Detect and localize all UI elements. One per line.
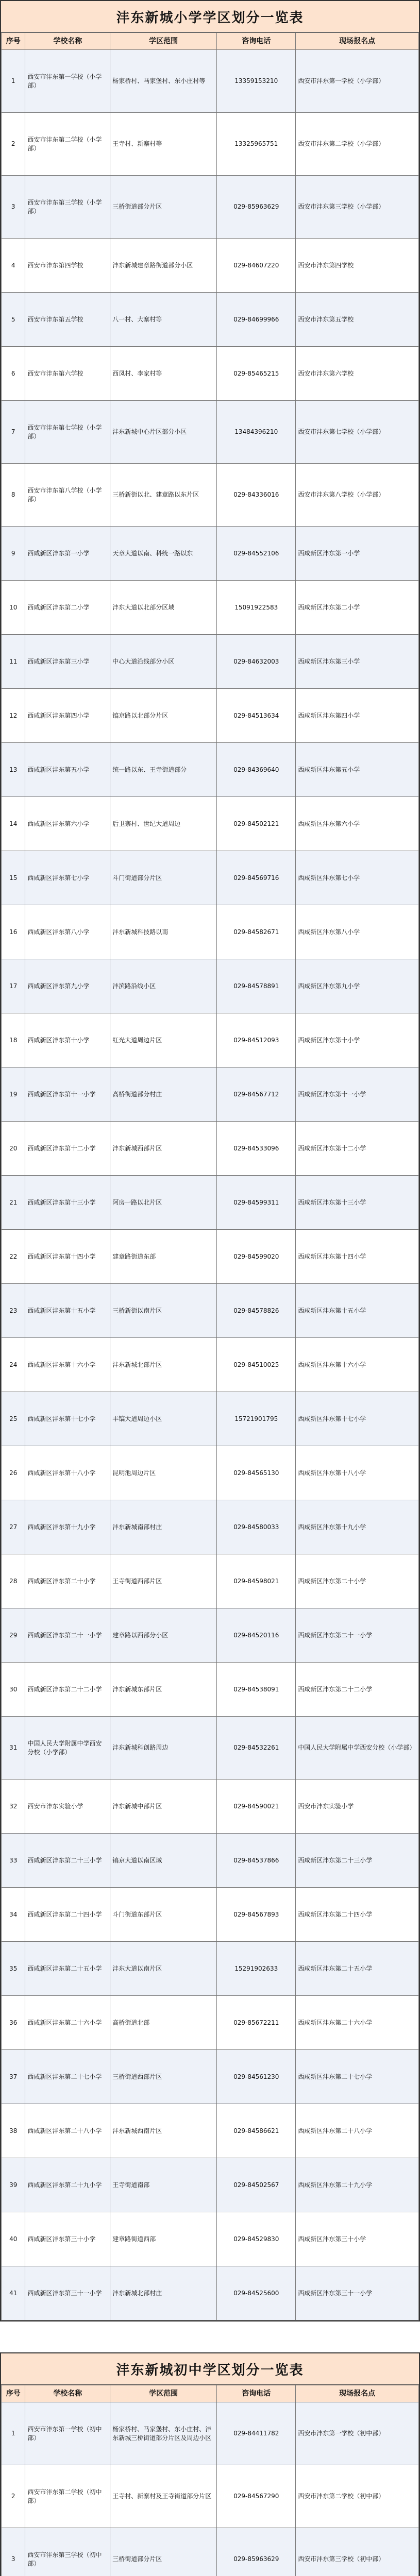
- cell-no: 13: [2, 743, 25, 797]
- cell-school-name: 西咸新区沣东第二小学: [25, 581, 110, 635]
- cell-phone: 029-84502567: [217, 2158, 296, 2212]
- cell-phone: 029-84532261: [217, 1717, 296, 1780]
- table-row: [2, 1230, 419, 1284]
- cell-no: 21: [2, 1176, 25, 1230]
- cell-scope: 杨家桥村、马家堡村、东小庄村等: [110, 50, 217, 113]
- cell-scope: 高桥街道北部: [110, 1996, 217, 2050]
- cell-site: 西安市沣东第六学校: [296, 347, 419, 401]
- cell-phone: 029-84336016: [217, 464, 296, 527]
- cell-scope: 沣东新城中部片区: [110, 1780, 217, 1834]
- cell-school-name: 西安市沣东第二学校（初中部）: [25, 2465, 110, 2528]
- cell-phone: 029-84552106: [217, 527, 296, 581]
- cell-no: 17: [2, 959, 25, 1013]
- cell-no: 18: [2, 1013, 25, 1067]
- cell-phone: 029-84513634: [217, 689, 296, 743]
- cell-school-name: 西咸新区沣东第二十小学: [25, 1554, 110, 1608]
- cell-scope: 丰镐大道周边小区: [110, 1392, 217, 1446]
- cell-phone: 029-84502121: [217, 797, 296, 851]
- cell-scope: 统一路以东、王寺街道部分: [110, 743, 217, 797]
- cell-no: 23: [2, 1284, 25, 1338]
- cell-phone: 029-84607220: [217, 239, 296, 293]
- cell-no: 29: [2, 1608, 25, 1663]
- cell-site: 西咸新区沣东第六小学: [296, 797, 419, 851]
- table-row: [2, 2212, 419, 2266]
- table-row: [2, 1176, 419, 1230]
- cell-scope: 红光大道周边片区: [110, 1013, 217, 1067]
- cell-scope: 王寺村、新寨村等: [110, 113, 217, 176]
- cell-site: 西安市沣东第二学校（初中部）: [296, 2465, 419, 2528]
- cell-site: 西咸新区沣东第二十二小学: [296, 1663, 419, 1717]
- cell-site: 西咸新区沣东第八小学: [296, 905, 419, 959]
- cell-phone: 029-84586621: [217, 2104, 296, 2158]
- header-school-name: 学校名称: [25, 33, 110, 50]
- cell-phone: 029-84599020: [217, 1230, 296, 1284]
- cell-no: 2: [2, 2465, 25, 2528]
- table-row: [2, 2050, 419, 2104]
- cell-site: 西安市沣东第七学校（小学部）: [296, 401, 419, 464]
- table-row: [2, 2402, 419, 2465]
- cell-school-name: 西咸新区沣东第十九小学: [25, 1500, 110, 1554]
- table-row: [2, 689, 419, 743]
- cell-no: 28: [2, 1554, 25, 1608]
- cell-site: 西咸新区沣东第二十七小学: [296, 2050, 419, 2104]
- cell-phone: 029-84369640: [217, 743, 296, 797]
- secondary-table-title: 沣东新城初中学区划分一览表: [1, 2353, 419, 2385]
- table-row: [2, 1834, 419, 1888]
- cell-school-name: 西咸新区沣东第十六小学: [25, 1338, 110, 1392]
- cell-school-name: 西安市沣东第六学校: [25, 347, 110, 401]
- table-row: [2, 2158, 419, 2212]
- cell-school-name: 西安市沣东第一学校（小学部）: [25, 50, 110, 113]
- cell-scope: 沣东新城南部村庄: [110, 1500, 217, 1554]
- cell-scope: 三桥街道部分片区: [110, 2528, 217, 2576]
- cell-school-name: 西咸新区沣东第十五小学: [25, 1284, 110, 1338]
- cell-scope: 昆明池周边片区: [110, 1446, 217, 1500]
- cell-scope: 建章路街道东部: [110, 1230, 217, 1284]
- cell-no: 12: [2, 689, 25, 743]
- cell-no: 6: [2, 347, 25, 401]
- cell-phone: 029-84632003: [217, 635, 296, 689]
- cell-phone: 029-84578826: [217, 1284, 296, 1338]
- cell-no: 5: [2, 293, 25, 347]
- cell-school-name: 中国人民大学附属中学西安分校（小学部）: [25, 1717, 110, 1780]
- cell-site: 西安市沣东第五学校: [296, 293, 419, 347]
- cell-site: 西咸新区沣东第十小学: [296, 1013, 419, 1067]
- cell-scope: 三桥街道西部片区: [110, 2050, 217, 2104]
- cell-school-name: 西咸新区沣东第十四小学: [25, 1230, 110, 1284]
- table-row: [2, 1608, 419, 1663]
- cell-no: 32: [2, 1780, 25, 1834]
- cell-scope: 王寺街道南部: [110, 2158, 217, 2212]
- header-site: 现场报名点: [296, 2385, 419, 2402]
- cell-scope: 八一村、大寨村等: [110, 293, 217, 347]
- cell-scope: 三桥新街以北、建章路以东片区: [110, 464, 217, 527]
- table-row: [2, 635, 419, 689]
- cell-no: 11: [2, 635, 25, 689]
- cell-school-name: 西咸新区沣东第七小学: [25, 851, 110, 905]
- cell-site: 西咸新区沣东第二小学: [296, 581, 419, 635]
- table-row: [2, 2465, 419, 2528]
- cell-school-name: 西安市沣东第五学校: [25, 293, 110, 347]
- table-row: [2, 2266, 419, 2320]
- cell-school-name: 西咸新区沣东第一小学: [25, 527, 110, 581]
- table-row: [2, 1067, 419, 1122]
- cell-site: 西咸新区沣东第十四小学: [296, 1230, 419, 1284]
- cell-scope: 中心大道沿线部分小区: [110, 635, 217, 689]
- table-row: [2, 743, 419, 797]
- cell-no: 24: [2, 1338, 25, 1392]
- cell-phone: 029-84567290: [217, 2465, 296, 2528]
- cell-phone: 13359153210: [217, 50, 296, 113]
- header-phone: 咨询电话: [217, 33, 296, 50]
- cell-phone: 029-84569716: [217, 851, 296, 905]
- table-row: [2, 851, 419, 905]
- cell-no: 19: [2, 1067, 25, 1122]
- cell-no: 9: [2, 527, 25, 581]
- cell-no: 3: [2, 176, 25, 239]
- table-row: [2, 1338, 419, 1392]
- cell-school-name: 西咸新区沣东第二十三小学: [25, 1834, 110, 1888]
- cell-school-name: 西咸新区沣东第十三小学: [25, 1176, 110, 1230]
- header-phone: 咨询电话: [217, 2385, 296, 2402]
- cell-phone: 13325965751: [217, 113, 296, 176]
- cell-phone: 029-84580033: [217, 1500, 296, 1554]
- cell-phone: 029-84578891: [217, 959, 296, 1013]
- cell-no: 2: [2, 113, 25, 176]
- cell-phone: 029-85963629: [217, 2528, 296, 2576]
- cell-site: 西咸新区沣东第三小学: [296, 635, 419, 689]
- cell-school-name: 西咸新区沣东第十八小学: [25, 1446, 110, 1500]
- secondary-table-body: [2, 2402, 419, 2576]
- cell-no: 8: [2, 464, 25, 527]
- cell-phone: 029-84699966: [217, 293, 296, 347]
- cell-site: 西咸新区沣东第七小学: [296, 851, 419, 905]
- cell-no: 31: [2, 1717, 25, 1780]
- cell-site: 西咸新区沣东第二十一小学: [296, 1608, 419, 1663]
- table-row: [2, 1780, 419, 1834]
- cell-no: 30: [2, 1663, 25, 1717]
- cell-phone: 029-84567712: [217, 1067, 296, 1122]
- cell-site: 西咸新区沣东第十七小学: [296, 1392, 419, 1446]
- primary-table-title: 沣东新城小学学区划分一览表: [1, 1, 419, 32]
- cell-site: 西咸新区沣东第二十九小学: [296, 2158, 419, 2212]
- cell-no: 38: [2, 2104, 25, 2158]
- cell-site: 西咸新区沣东第三十一小学: [296, 2266, 419, 2320]
- cell-site: 西咸新区沣东第二十八小学: [296, 2104, 419, 2158]
- cell-school-name: 西咸新区沣东第三十一小学: [25, 2266, 110, 2320]
- table-row: [2, 797, 419, 851]
- table-row: [2, 959, 419, 1013]
- cell-school-name: 西咸新区沣东第二十八小学: [25, 2104, 110, 2158]
- cell-school-name: 西安市沣东第三学校（小学部）: [25, 176, 110, 239]
- header-scope: 学区范围: [110, 2385, 217, 2402]
- cell-site: 西咸新区沣东第一小学: [296, 527, 419, 581]
- table-row: [2, 581, 419, 635]
- cell-site: 西咸新区沣东第十五小学: [296, 1284, 419, 1338]
- cell-site: 西安市沣东第八学校（小学部）: [296, 464, 419, 527]
- cell-phone: 029-84529830: [217, 2212, 296, 2266]
- cell-site: 西安市沣东第四学校: [296, 239, 419, 293]
- table-row: [2, 113, 419, 176]
- cell-no: 7: [2, 401, 25, 464]
- cell-phone: 029-84510025: [217, 1338, 296, 1392]
- cell-scope: 杨家桥村、马家堡村、东小庄村、沣东新城三桥街道部分片区及周边小区: [110, 2402, 217, 2465]
- cell-school-name: 西咸新区沣东第三十小学: [25, 2212, 110, 2266]
- primary-table-grid: [1, 32, 419, 2320]
- cell-site: 西咸新区沣东第三十小学: [296, 2212, 419, 2266]
- cell-no: 40: [2, 2212, 25, 2266]
- secondary-school-table: [0, 2352, 420, 2576]
- cell-no: 10: [2, 581, 25, 635]
- table-row: [2, 1554, 419, 1608]
- cell-site: 西咸新区沣东第十六小学: [296, 1338, 419, 1392]
- cell-scope: 阿房一路以北片区: [110, 1176, 217, 1230]
- cell-no: 3: [2, 2528, 25, 2576]
- cell-scope: 镐京路以北部分片区: [110, 689, 217, 743]
- cell-scope: 沣东新城科创路周边: [110, 1717, 217, 1780]
- cell-school-name: 西安市沣东第二学校（小学部）: [25, 113, 110, 176]
- cell-scope: 沣东新城东部片区: [110, 1663, 217, 1717]
- cell-school-name: 西安市沣东实验小学: [25, 1780, 110, 1834]
- header-scope: 学区范围: [110, 33, 217, 50]
- cell-scope: 沣东大道以北部分区域: [110, 581, 217, 635]
- cell-scope: 沣东新城北部片区: [110, 1338, 217, 1392]
- cell-site: 西咸新区沣东第十九小学: [296, 1500, 419, 1554]
- cell-scope: 沣东大道以南片区: [110, 1942, 217, 1996]
- cell-scope: 镐京大道以南区域: [110, 1834, 217, 1888]
- cell-scope: 建章路以西部分小区: [110, 1608, 217, 1663]
- cell-scope: 三桥街道部分片区: [110, 176, 217, 239]
- cell-no: 1: [2, 50, 25, 113]
- cell-scope: 天章大道以南、科统一路以东: [110, 527, 217, 581]
- table-row: [2, 1013, 419, 1067]
- cell-phone: 029-84565130: [217, 1446, 296, 1500]
- cell-phone: 029-84598021: [217, 1554, 296, 1608]
- cell-site: 西咸新区沣东第二十四小学: [296, 1888, 419, 1942]
- cell-phone: 029-84538091: [217, 1663, 296, 1717]
- cell-school-name: 西咸新区沣东第十一小学: [25, 1067, 110, 1122]
- cell-phone: 029-84599311: [217, 1176, 296, 1230]
- cell-phone: 029-84582671: [217, 905, 296, 959]
- cell-scope: 斗门街道东部片区: [110, 1888, 217, 1942]
- cell-school-name: 西咸新区沣东第二十六小学: [25, 1996, 110, 2050]
- cell-phone: 15091922583: [217, 581, 296, 635]
- cell-phone: 029-84525600: [217, 2266, 296, 2320]
- cell-site: 西咸新区沣东第九小学: [296, 959, 419, 1013]
- cell-school-name: 西咸新区沣东第二十四小学: [25, 1888, 110, 1942]
- table-row: [2, 2104, 419, 2158]
- cell-site: 西咸新区沣东第十一小学: [296, 1067, 419, 1122]
- cell-site: 西安市沣东第二学校（小学部）: [296, 113, 419, 176]
- cell-scope: 王寺村、新寨村及王寺街道部分片区: [110, 2465, 217, 2528]
- primary-table-body: [2, 50, 419, 2320]
- cell-phone: 15721901795: [217, 1392, 296, 1446]
- cell-school-name: 西安市沣东第一学校（初中部）: [25, 2402, 110, 2465]
- table-row: [2, 293, 419, 347]
- cell-school-name: 西咸新区沣东第四小学: [25, 689, 110, 743]
- cell-phone: 029-85465215: [217, 347, 296, 401]
- secondary-header-row: [2, 2385, 419, 2402]
- cell-phone: 029-84411782: [217, 2402, 296, 2465]
- cell-scope: 沣东新城西南片区: [110, 2104, 217, 2158]
- cell-scope: 沣东新城科技路以南: [110, 905, 217, 959]
- cell-no: 36: [2, 1996, 25, 2050]
- cell-site: 西咸新区沣东第二十五小学: [296, 1942, 419, 1996]
- cell-scope: 后卫寨村、世纪大道周边: [110, 797, 217, 851]
- cell-phone: 13484396210: [217, 401, 296, 464]
- cell-no: 39: [2, 2158, 25, 2212]
- table-row: [2, 464, 419, 527]
- cell-no: 25: [2, 1392, 25, 1446]
- cell-no: 4: [2, 239, 25, 293]
- primary-header-row: [2, 33, 419, 50]
- cell-phone: 029-84520116: [217, 1608, 296, 1663]
- cell-scope: 沣东新城建章路街道部分小区: [110, 239, 217, 293]
- secondary-table-grid: [1, 2385, 419, 2576]
- cell-site: 西咸新区沣东第二十六小学: [296, 1996, 419, 2050]
- cell-scope: 高桥街道部分村庄: [110, 1067, 217, 1122]
- table-row: [2, 1446, 419, 1500]
- cell-no: 1: [2, 2402, 25, 2465]
- table-row: [2, 1996, 419, 2050]
- table-row: [2, 239, 419, 293]
- cell-school-name: 西咸新区沣东第九小学: [25, 959, 110, 1013]
- header-no: 序号: [2, 2385, 25, 2402]
- cell-no: 14: [2, 797, 25, 851]
- cell-school-name: 西咸新区沣东第二十五小学: [25, 1942, 110, 1996]
- cell-phone: 029-84533096: [217, 1122, 296, 1176]
- cell-no: 33: [2, 1834, 25, 1888]
- table-row: [2, 527, 419, 581]
- cell-no: 22: [2, 1230, 25, 1284]
- table-row: [2, 1500, 419, 1554]
- cell-no: 37: [2, 2050, 25, 2104]
- table-row: [2, 1392, 419, 1446]
- cell-scope: 三桥新街以南片区: [110, 1284, 217, 1338]
- cell-scope: 沣东新城西部片区: [110, 1122, 217, 1176]
- cell-phone: 029-84512093: [217, 1013, 296, 1067]
- cell-no: 27: [2, 1500, 25, 1554]
- cell-no: 16: [2, 905, 25, 959]
- table-row: [2, 1122, 419, 1176]
- cell-phone: 029-84567893: [217, 1888, 296, 1942]
- table-row: [2, 347, 419, 401]
- cell-no: 26: [2, 1446, 25, 1500]
- cell-no: 20: [2, 1122, 25, 1176]
- cell-site: 西咸新区沣东第二十小学: [296, 1554, 419, 1608]
- table-row: [2, 1717, 419, 1780]
- cell-school-name: 西咸新区沣东第十二小学: [25, 1122, 110, 1176]
- table-row: [2, 1888, 419, 1942]
- table-gap: [0, 2321, 420, 2352]
- header-no: 序号: [2, 33, 25, 50]
- cell-no: 35: [2, 1942, 25, 1996]
- table-row: [2, 905, 419, 959]
- cell-phone: 029-85672211: [217, 1996, 296, 2050]
- cell-school-name: 西安市沣东第八学校（小学部）: [25, 464, 110, 527]
- table-row: [2, 401, 419, 464]
- cell-phone: 029-84590021: [217, 1780, 296, 1834]
- cell-scope: 西凤村、李家村等: [110, 347, 217, 401]
- cell-school-name: 西咸新区沣东第五小学: [25, 743, 110, 797]
- cell-site: 西安市沣东第三学校（小学部）: [296, 176, 419, 239]
- cell-school-name: 西安市沣东第七学校（小学部）: [25, 401, 110, 464]
- cell-school-name: 西咸新区沣东第三小学: [25, 635, 110, 689]
- cell-phone: 029-84537866: [217, 1834, 296, 1888]
- cell-school-name: 西咸新区沣东第二十七小学: [25, 2050, 110, 2104]
- cell-site: 西咸新区沣东第四小学: [296, 689, 419, 743]
- cell-site: 西咸新区沣东第十二小学: [296, 1122, 419, 1176]
- table-row: [2, 2528, 419, 2576]
- table-row: [2, 176, 419, 239]
- cell-no: 41: [2, 2266, 25, 2320]
- cell-site: 西咸新区沣东第二十三小学: [296, 1834, 419, 1888]
- table-row: [2, 1942, 419, 1996]
- cell-scope: 斗门街道部分片区: [110, 851, 217, 905]
- cell-scope: 王寺街道西部片区: [110, 1554, 217, 1608]
- cell-site: 西安市沣东第一学校（小学部）: [296, 50, 419, 113]
- cell-school-name: 西咸新区沣东第二十九小学: [25, 2158, 110, 2212]
- cell-no: 34: [2, 1888, 25, 1942]
- cell-school-name: 西咸新区沣东第十七小学: [25, 1392, 110, 1446]
- cell-phone: 029-85963629: [217, 176, 296, 239]
- cell-site: 西安市沣东第三学校（初中部）: [296, 2528, 419, 2576]
- cell-scope: 沣东新城中心片区部分小区: [110, 401, 217, 464]
- cell-school-name: 西咸新区沣东第二十二小学: [25, 1663, 110, 1717]
- cell-school-name: 西咸新区沣东第八小学: [25, 905, 110, 959]
- cell-no: 15: [2, 851, 25, 905]
- cell-scope: 沣滨路沿线小区: [110, 959, 217, 1013]
- cell-school-name: 西安市沣东第三学校（初中部）: [25, 2528, 110, 2576]
- cell-school-name: 西咸新区沣东第二十一小学: [25, 1608, 110, 1663]
- cell-scope: 建章路街道西部: [110, 2212, 217, 2266]
- table-row: [2, 50, 419, 113]
- cell-phone: 15291902633: [217, 1942, 296, 1996]
- cell-site: 西安市沣东第一学校（初中部）: [296, 2402, 419, 2465]
- cell-scope: 沣东新城北部村庄: [110, 2266, 217, 2320]
- cell-school-name: 西咸新区沣东第六小学: [25, 797, 110, 851]
- cell-school-name: 西安市沣东第四学校: [25, 239, 110, 293]
- cell-site: 中国人民大学附属中学西安分校（小学部）: [296, 1717, 419, 1780]
- header-site: 现场报名点: [296, 33, 419, 50]
- cell-school-name: 西咸新区沣东第十小学: [25, 1013, 110, 1067]
- header-school-name: 学校名称: [25, 2385, 110, 2402]
- cell-site: 西安市沣东实验小学: [296, 1780, 419, 1834]
- cell-phone: 029-84561230: [217, 2050, 296, 2104]
- table-row: [2, 1284, 419, 1338]
- table-row: [2, 1663, 419, 1717]
- cell-site: 西咸新区沣东第十八小学: [296, 1446, 419, 1500]
- cell-site: 西咸新区沣东第五小学: [296, 743, 419, 797]
- cell-site: 西咸新区沣东第十三小学: [296, 1176, 419, 1230]
